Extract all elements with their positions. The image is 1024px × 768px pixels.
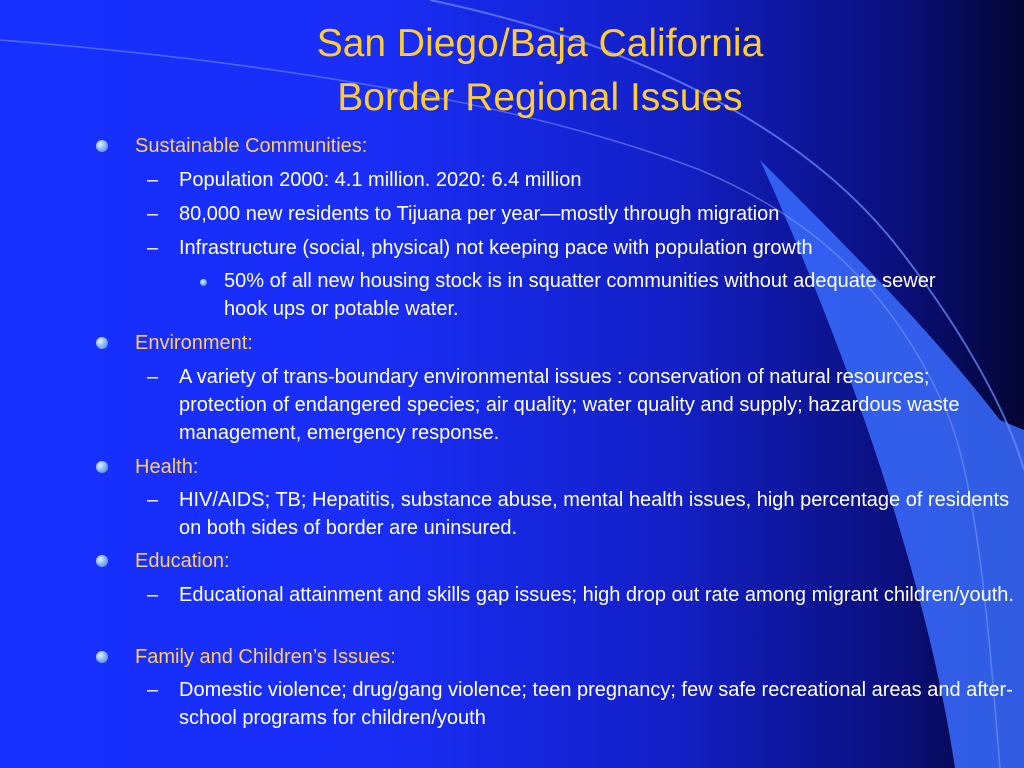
bullet-icon bbox=[96, 337, 108, 349]
section-heading-family-and-childrens-issues: Family and Children’s Issues: bbox=[135, 646, 396, 668]
slide-title-line-1: San Diego/Baja California bbox=[316, 22, 764, 65]
section-heading-education: Education: bbox=[135, 550, 230, 572]
bullet-icon bbox=[96, 140, 108, 152]
list-item: 80,000 new residents to Tijuana per year—mostly through migration bbox=[179, 203, 780, 225]
list-item: Educational attainment and skills gap issues; high drop out rate among migrant children/youth. bbox=[179, 584, 1014, 606]
section-heading-health: Health: bbox=[135, 456, 199, 478]
dash-icon: – bbox=[147, 584, 159, 606]
bullet-icon bbox=[96, 555, 108, 567]
slide-title-line-2: Border Regional Issues bbox=[337, 76, 743, 119]
list-item: Infrastructure (social, physical) not keeping pace with population growth bbox=[179, 237, 813, 259]
bullet-icon bbox=[96, 461, 108, 473]
dash-icon: – bbox=[147, 489, 159, 511]
list-item: HIV/AIDS; TB; Hepatitis, substance abuse, mental health issues, high percentage of residents on both sides of border are uninsured. bbox=[179, 489, 1010, 539]
dash-icon: – bbox=[147, 203, 159, 225]
sub-bullet-icon bbox=[200, 279, 207, 286]
bullet-icon bbox=[96, 651, 108, 663]
dash-icon: – bbox=[147, 237, 159, 259]
section-heading-sustainable-communities: Sustainable Communities: bbox=[135, 135, 368, 157]
list-item: Population 2000: 4.1 million. 2020: 6.4 million bbox=[179, 169, 582, 191]
list-item: A variety of trans-boundary environmental issues : conservation of natural resources; protection of endangered species; air quality; water quality and supply; hazardous waste management, emergency response. bbox=[179, 366, 960, 444]
section-heading-environment: Environment: bbox=[135, 332, 253, 354]
dash-icon: – bbox=[147, 366, 159, 388]
dash-icon: – bbox=[147, 679, 159, 701]
sub-list-item: 50% of all new housing stock is in squatter communities without adequate sewer hook ups or potable water. bbox=[224, 270, 936, 320]
dash-icon: – bbox=[147, 169, 159, 191]
list-item: Domestic violence; drug/gang violence; teen pregnancy; few safe recreational areas and after-school programs for children/youth bbox=[179, 679, 1013, 729]
